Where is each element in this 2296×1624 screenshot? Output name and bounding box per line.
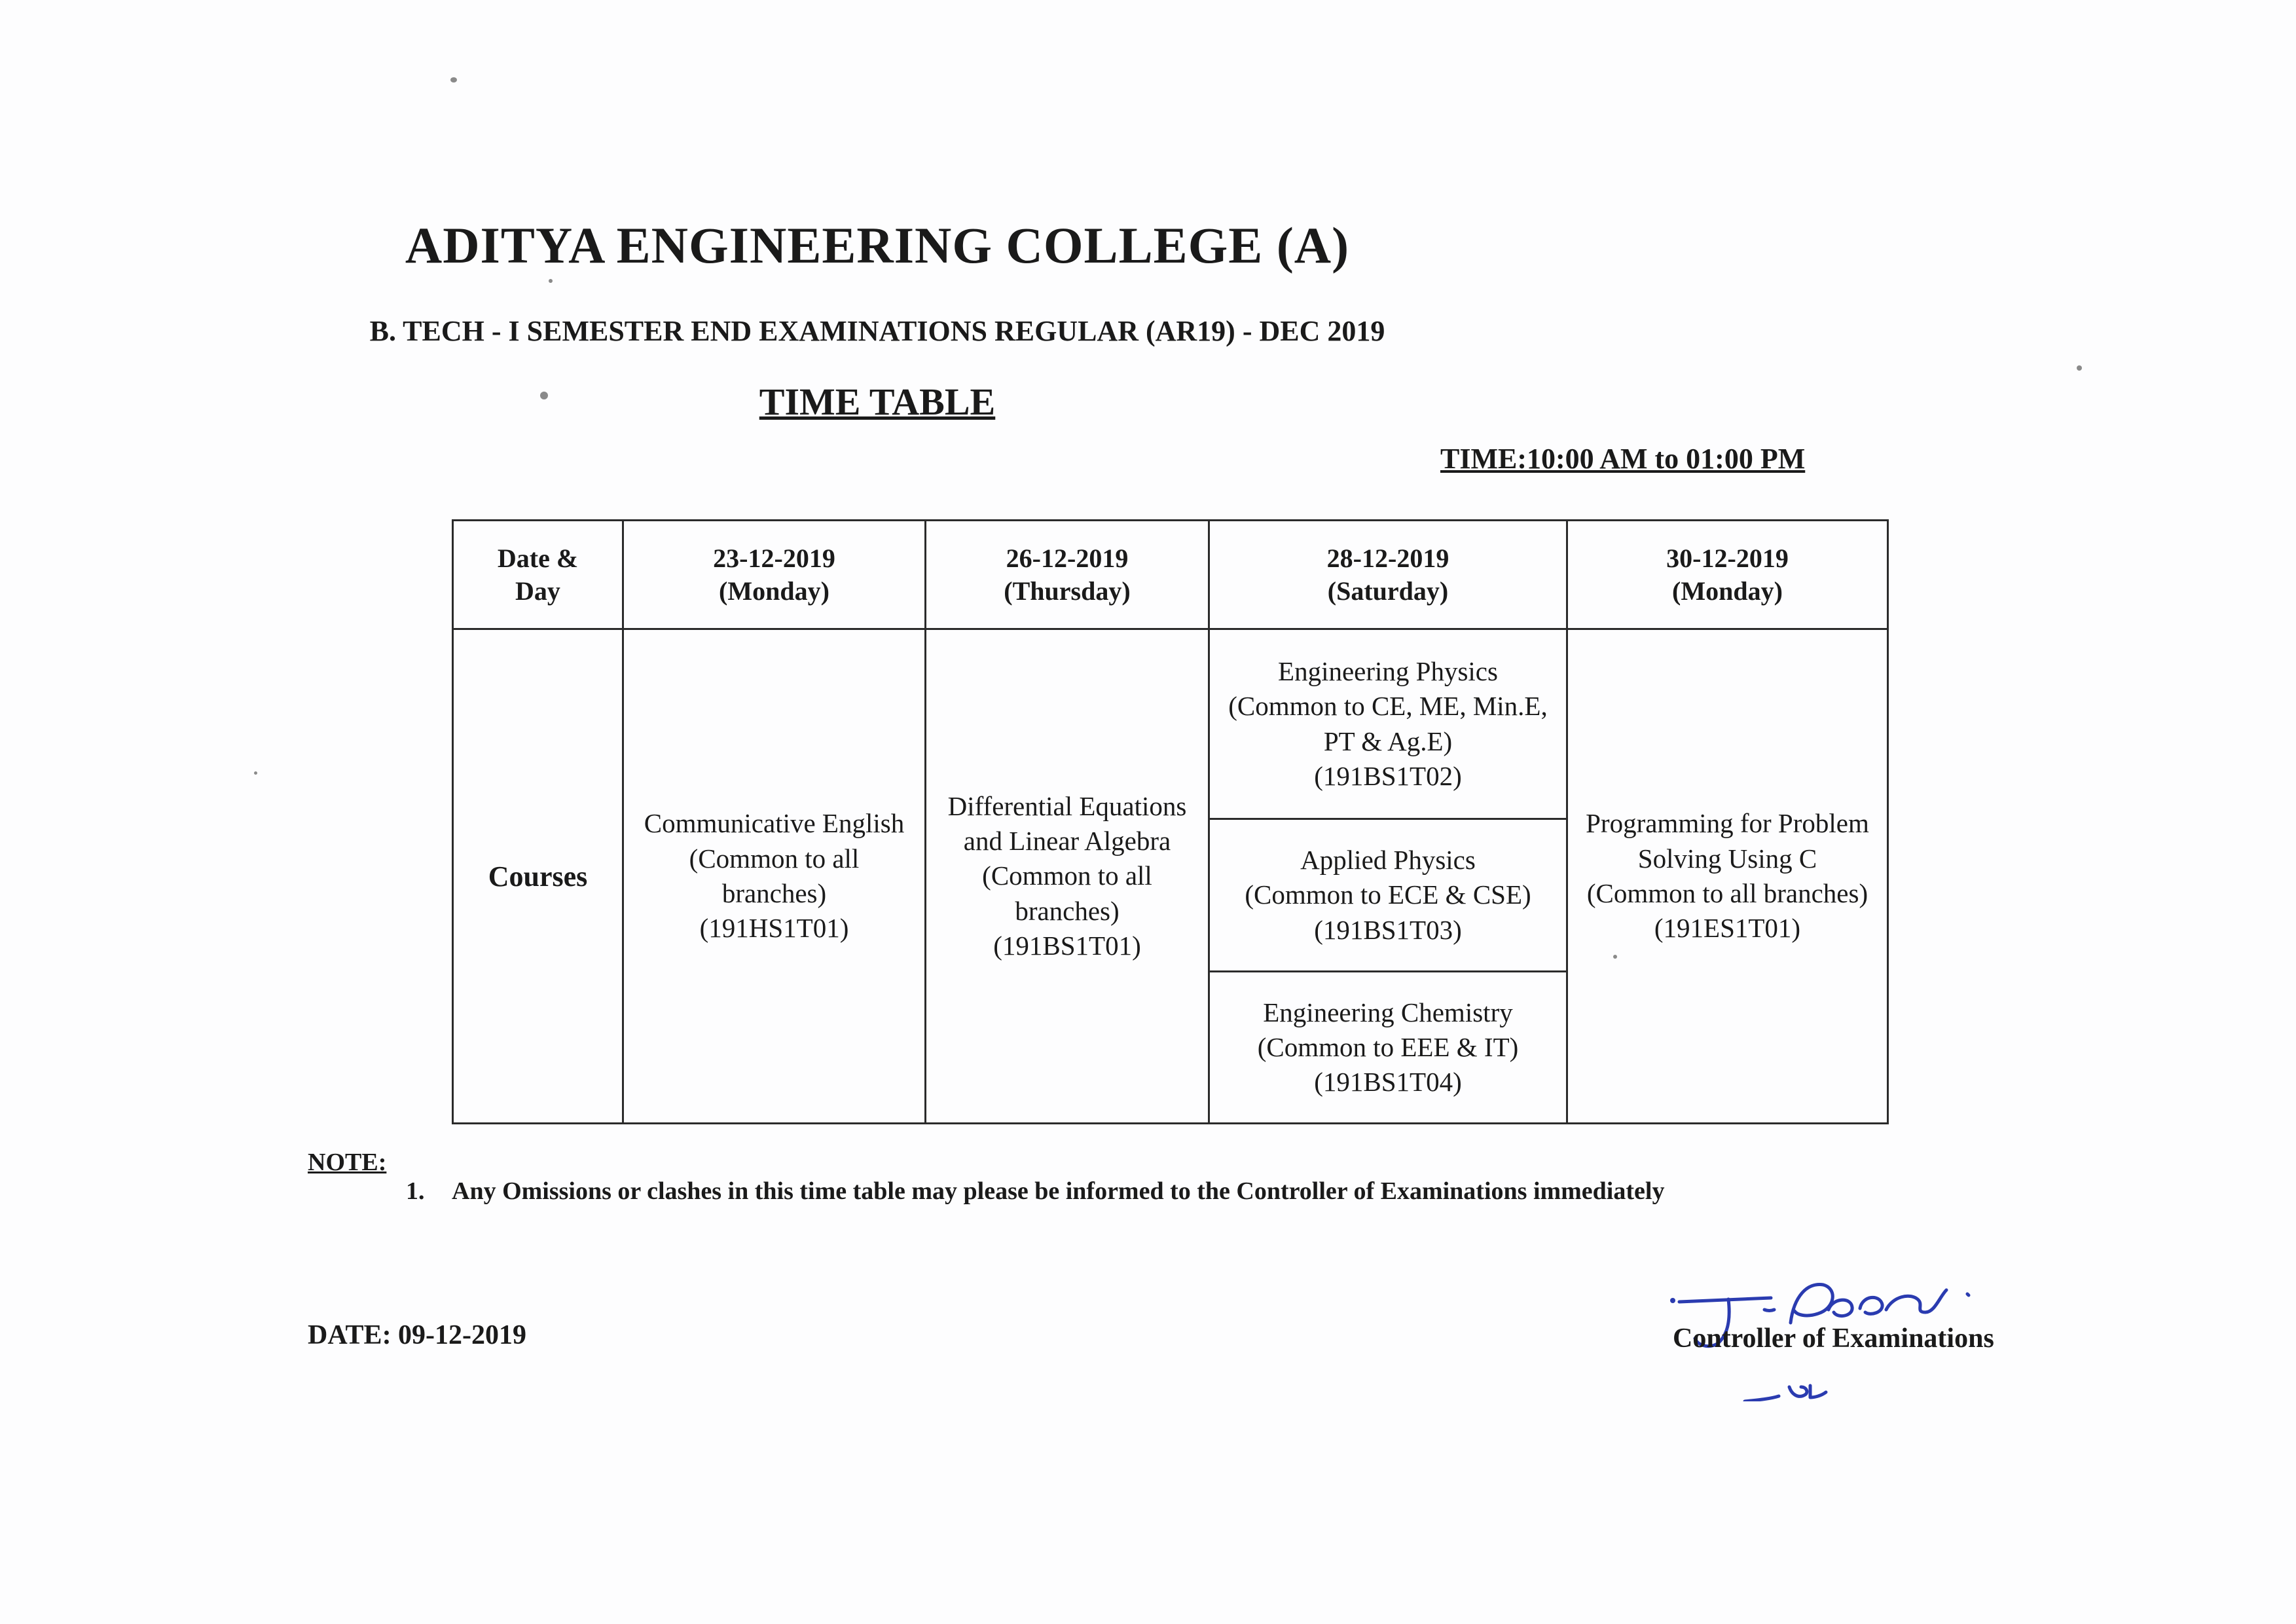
college-title: ADITYA ENGINEERING COLLEGE (A) — [405, 217, 1350, 274]
date-day-header: Date & Day — [453, 521, 623, 629]
exam-day: (Saturday) — [1327, 576, 1449, 606]
exam-day: (Monday) — [719, 576, 829, 606]
scan-speck — [540, 392, 548, 399]
timetable-heading: TIME TABLE — [759, 380, 996, 423]
course-cell: Engineering Physics (Common to CE, ME, Min.E, PT & Ag.E) (191BS1T02) — [1209, 629, 1567, 819]
date-column-header — [1567, 521, 1888, 629]
note-number: 1. — [406, 1177, 425, 1205]
scan-speck — [450, 77, 457, 83]
timetable — [452, 519, 1889, 1124]
course-cell: Applied Physics (Common to ECE & CSE) (191BS1T03) — [1209, 819, 1567, 972]
exam-day: (Monday) — [1672, 576, 1783, 606]
note-item — [406, 1177, 1664, 1206]
scan-speck — [254, 771, 257, 775]
exam-day: (Thursday) — [1004, 576, 1131, 606]
header-row — [453, 521, 1888, 629]
date-column-header — [1209, 521, 1567, 629]
issue-date: DATE: 09-12-2019 — [308, 1320, 527, 1350]
exam-date: 30-12-2019 — [1666, 543, 1789, 573]
scan-speck — [1613, 955, 1617, 959]
exam-date: 23-12-2019 — [713, 543, 835, 573]
scan-speck — [549, 279, 553, 283]
course-cell: Engineering Chemistry (Common to EEE & IT) (191BS1T04) — [1209, 972, 1567, 1124]
course-cell: Differential Equations and Linear Algebra (Common to all branches) (191BS1T01) — [926, 629, 1209, 1124]
date-column-header — [926, 521, 1209, 629]
date-column-header — [623, 521, 926, 629]
signatory-title: Controller of Examinations — [1673, 1323, 1994, 1354]
course-cell: Programming for Problem Solving Using C (Common to all branches) (191ES1T01) — [1567, 629, 1888, 1124]
exam-date: 26-12-2019 — [1006, 543, 1129, 573]
scan-speck — [2077, 365, 2082, 371]
courses-row — [453, 629, 1888, 819]
note-label: NOTE: — [308, 1149, 387, 1176]
courses-row-label: Courses — [453, 629, 623, 1124]
note-text: Any Omissions or clashes in this time table may please be informed to the Controller of Examinations immediately — [452, 1177, 1665, 1205]
exam-date: 28-12-2019 — [1326, 543, 1449, 573]
course-cell: Communicative English (Common to all branches) (191HS1T01) — [623, 629, 926, 1124]
exam-time: TIME:10:00 AM to 01:00 PM — [1440, 443, 1806, 475]
exam-subtitle: B. TECH - I SEMESTER END EXAMINATIONS REGULAR (AR19) - DEC 2019 — [369, 315, 1385, 347]
